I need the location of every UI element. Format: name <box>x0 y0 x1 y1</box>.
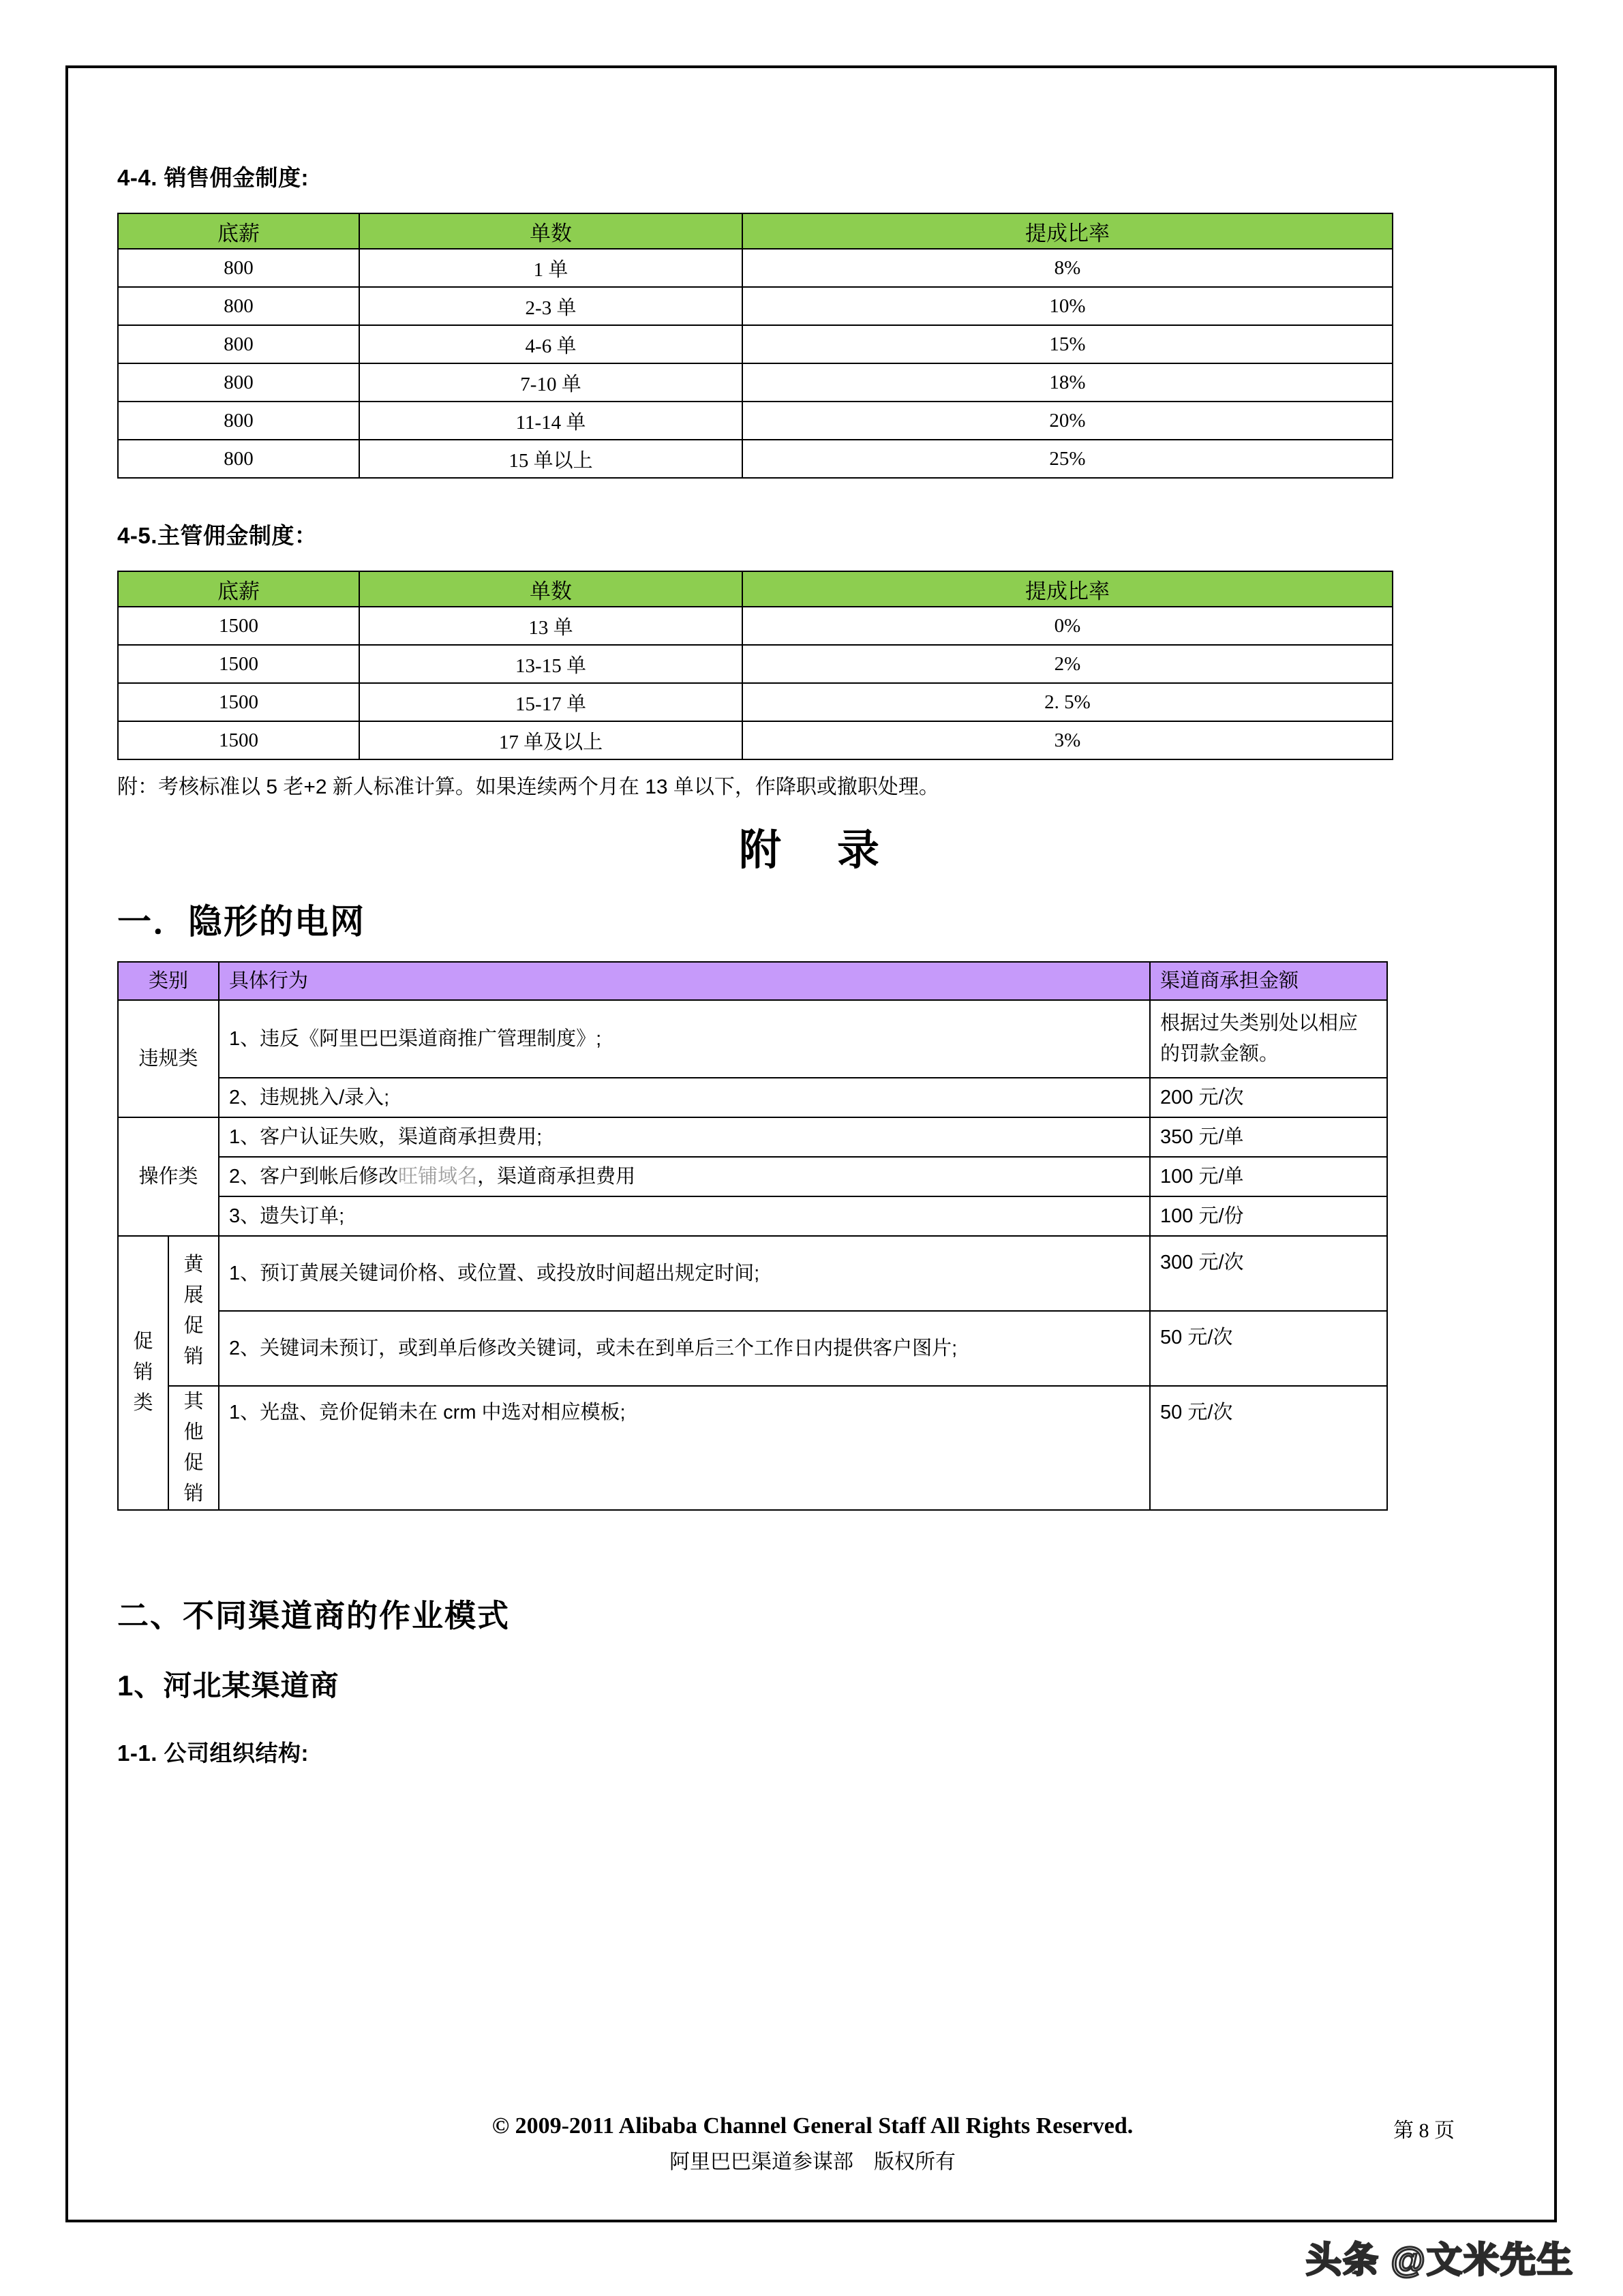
cell-commission-rate: 2% <box>742 645 1393 683</box>
cell-order-count: 15 单以上 <box>359 440 742 478</box>
footer-copyright-cn: 阿里巴巴渠道参谋部 版权所有 <box>669 2151 956 2173</box>
cell-amount: 100 元/单 <box>1150 1157 1387 1196</box>
page-footer <box>117 2113 1508 2175</box>
cell-base-salary: 1500 <box>118 645 359 683</box>
supervisor-commission-table <box>117 571 1393 760</box>
cell-base-salary: 800 <box>118 287 359 325</box>
table-row <box>118 1236 1387 1311</box>
cell-commission-rate: 3% <box>742 721 1393 759</box>
behavior-text-pre: 2、客户到帐后修改 <box>229 1165 399 1188</box>
table-row <box>118 440 1393 478</box>
cell-amount: 50 元/次 <box>1150 1386 1387 1510</box>
col-header-amount: 渠道商承担金额 <box>1150 962 1387 1000</box>
cell-order-count: 15-17 单 <box>359 683 742 721</box>
cell-base-salary: 800 <box>118 249 359 287</box>
behavior-text-post: ，渠道商承担费用 <box>477 1165 636 1188</box>
cell-base-salary: 800 <box>118 325 359 363</box>
cell-subcategory-yellow-pages: 黄展促销 <box>168 1236 219 1386</box>
cell-commission-rate: 20% <box>742 402 1393 440</box>
cell-amount: 根据过失类别处以相应的罚款金额。 <box>1150 1000 1387 1078</box>
table-row <box>118 287 1393 325</box>
table-row <box>118 645 1393 683</box>
cell-order-count: 13 单 <box>359 607 742 645</box>
cell-base-salary: 1500 <box>118 607 359 645</box>
cell-amount: 300 元/次 <box>1150 1236 1387 1311</box>
heading-4-5: 4-5.主管佣金制度： <box>117 523 318 548</box>
cell-order-count: 17 单及以上 <box>359 721 742 759</box>
table-row <box>118 1311 1387 1386</box>
col-header-order-count: 单数 <box>359 213 742 249</box>
heading-company-org-structure: 1-1. 公司组织结构: <box>117 1740 309 1766</box>
cell-behavior: 1、违反《阿里巴巴渠道商推广管理制度》; <box>219 1000 1150 1078</box>
cell-category-violation: 违规类 <box>118 1000 219 1117</box>
cell-base-salary: 800 <box>118 363 359 402</box>
col-header-commission-rate: 提成比率 <box>742 571 1393 607</box>
heading-appendix-section-one: 一．隐形的电网 <box>117 903 365 941</box>
watermark: 头条 @文米先生 <box>1305 2241 1574 2280</box>
col-header-order-count: 单数 <box>359 571 742 607</box>
assessment-note: 附：考核标准以 5 老+2 新人标准计算。如果连续两个月在 13 单以下，作降职或撤职处理。 <box>117 776 939 798</box>
cell-order-count: 13-15 单 <box>359 645 742 683</box>
cell-commission-rate: 8% <box>742 249 1393 287</box>
col-header-commission-rate: 提成比率 <box>742 213 1393 249</box>
cell-base-salary: 800 <box>118 402 359 440</box>
cell-commission-rate: 15% <box>742 325 1393 363</box>
cell-order-count: 2-3 单 <box>359 287 742 325</box>
col-header-base-salary: 底薪 <box>118 213 359 249</box>
cell-behavior: 3、遗失订单; <box>219 1196 1150 1236</box>
table-header-row <box>118 213 1393 249</box>
page-content <box>117 68 1508 2220</box>
cell-amount: 200 元/次 <box>1150 1078 1387 1117</box>
cell-commission-rate: 18% <box>742 363 1393 402</box>
cell-commission-rate: 10% <box>742 287 1393 325</box>
cell-behavior: 2、关键词未预订，或到单后修改关键词，或未在到单后三个工作日内提供客户图片; <box>219 1311 1150 1386</box>
cell-commission-rate: 2. 5% <box>742 683 1393 721</box>
table-row <box>118 1000 1387 1078</box>
cell-amount: 50 元/次 <box>1150 1311 1387 1386</box>
appendix-title: 附 录 <box>738 827 886 874</box>
table-row <box>118 607 1393 645</box>
cell-commission-rate: 25% <box>742 440 1393 478</box>
cell-amount: 100 元/份 <box>1150 1196 1387 1236</box>
table-row <box>118 683 1393 721</box>
table-row <box>118 363 1393 402</box>
table-row <box>118 325 1393 363</box>
cell-base-salary: 1500 <box>118 721 359 759</box>
cell-base-salary: 1500 <box>118 683 359 721</box>
sales-commission-table <box>117 213 1393 479</box>
cell-order-count: 7-10 单 <box>359 363 742 402</box>
footer-copyright-en: © 2009-2011 Alibaba Channel General Staff All Rights Reserved. <box>491 2113 1134 2139</box>
heading-4-4: 4-4. 销售佣金制度: <box>117 165 309 190</box>
table-row <box>118 1386 1387 1510</box>
invisible-power-grid-table <box>117 961 1388 1511</box>
table-header-row <box>118 962 1387 1000</box>
col-header-base-salary: 底薪 <box>118 571 359 607</box>
cell-category-operation: 操作类 <box>118 1117 219 1236</box>
cell-order-count: 11-14 单 <box>359 402 742 440</box>
col-header-behavior: 具体行为 <box>219 962 1150 1000</box>
cell-order-count: 1 单 <box>359 249 742 287</box>
cell-behavior: 2、违规挑入/录入; <box>219 1078 1150 1117</box>
table-row <box>118 402 1393 440</box>
behavior-text-faded: 旺铺域名 <box>398 1165 478 1188</box>
heading-hebei-channel-partner: 1、河北某渠道商 <box>117 1669 339 1702</box>
table-row <box>118 1078 1387 1117</box>
cell-behavior: 1、客户认证失败，渠道商承担费用; <box>219 1117 1150 1157</box>
cell-order-count: 4-6 单 <box>359 325 742 363</box>
page-number: 第 8 页 <box>1393 2119 1455 2142</box>
table-row <box>118 1196 1387 1236</box>
cell-subcategory-other-promotion: 其他促销 <box>168 1386 219 1510</box>
cell-commission-rate: 0% <box>742 607 1393 645</box>
cell-behavior: 1、预订黄展关键词价格、或位置、或投放时间超出规定时间; <box>219 1236 1150 1311</box>
cell-base-salary: 800 <box>118 440 359 478</box>
col-header-category: 类别 <box>118 962 219 1000</box>
table-header-row <box>118 571 1393 607</box>
table-row <box>118 721 1393 759</box>
cell-behavior: 1、光盘、竞价促销未在 crm 中选对相应模板; <box>219 1386 1150 1510</box>
cell-category-promotion: 促销类 <box>118 1236 168 1510</box>
heading-appendix-section-two: 二、不同渠道商的作业模式 <box>117 1597 510 1633</box>
cell-amount: 350 元/单 <box>1150 1117 1387 1157</box>
cell-behavior-with-faded-term <box>219 1157 1150 1196</box>
table-row <box>118 1117 1387 1157</box>
table-row <box>118 1157 1387 1196</box>
page-frame <box>65 65 1557 2222</box>
table-row <box>118 249 1393 287</box>
